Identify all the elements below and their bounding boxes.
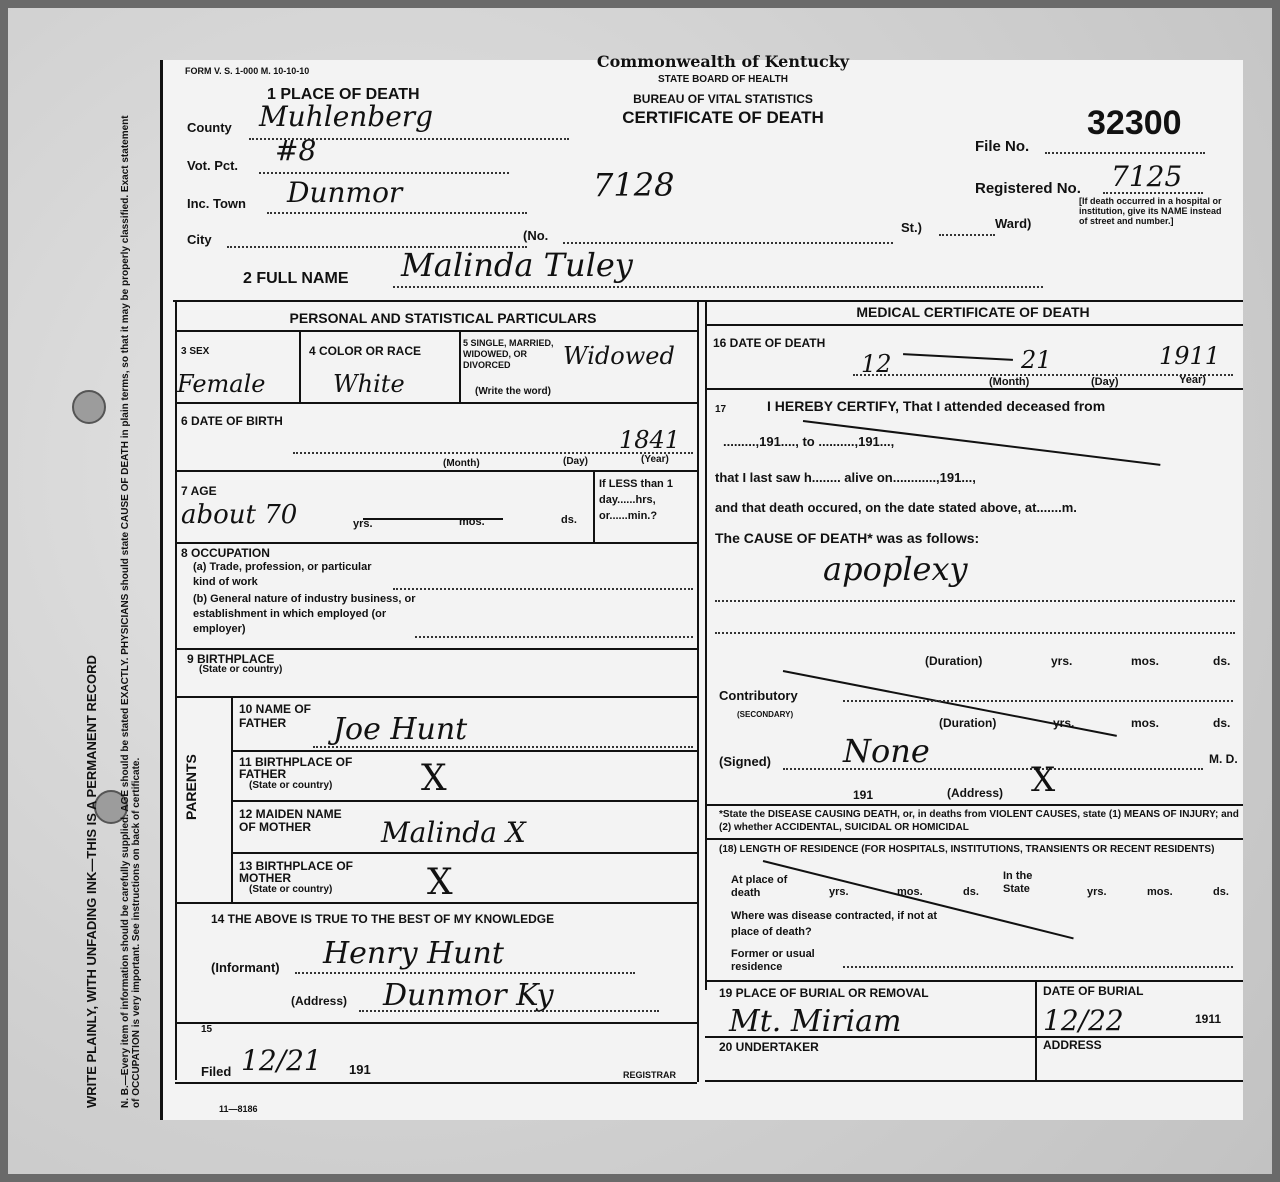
- dod-day: 21: [1021, 346, 1052, 374]
- duration-label-1: (Duration): [925, 654, 983, 668]
- filed-number: 15: [201, 1024, 213, 1035]
- duration-label-2: (Duration): [939, 716, 997, 730]
- cause-value: apoplexy: [823, 550, 968, 588]
- hospital-note: [If death occurred in a hospital or institution, give its NAME instead of street and number.]: [1079, 196, 1222, 226]
- residence-yrs-2: yrs.: [1087, 886, 1107, 898]
- burial-year: 1911: [1195, 1012, 1222, 1026]
- side-text-line-2: N. B.—Every item of information should be carefully supplied. AGE should be stated EXACTLY. PHYSICIANS should state CAUSE OF DEATH in plain terms, so that it may be properly classified. Exact statement of OCCUPATION is very important. See instructions on back of certificate.: [120, 115, 142, 1108]
- dob-label: 6 DATE OF BIRTH: [181, 414, 283, 428]
- age-ds: ds.: [561, 514, 577, 526]
- dob-year-label: (Year): [641, 454, 669, 465]
- mother-bp-note: (State or country): [249, 884, 333, 895]
- dod-month-label: (Month): [989, 376, 1030, 388]
- informant-address-label: (Address): [291, 994, 348, 1008]
- town-label: Inc. Town: [187, 196, 246, 211]
- stamp-number: 7128: [593, 166, 675, 204]
- certify-text: I HEREBY CERTIFY, That I attended deceased from: [767, 398, 1106, 414]
- ward-label: Ward): [995, 216, 1032, 231]
- age-value: about 70: [181, 500, 298, 530]
- occupation-b: (b) General nature of industry business, or establishment in which employed (or employer): [193, 593, 416, 635]
- mother-value: Malinda X: [381, 816, 526, 849]
- place-of-death-label: 1 PLACE OF DEATH: [267, 86, 420, 103]
- father-bp-value: X: [421, 758, 447, 799]
- yrs-1: yrs.: [1051, 654, 1073, 668]
- filed-year: 191: [349, 1062, 371, 1077]
- parents-label: PARENTS: [183, 754, 199, 820]
- registered-label: Registered No.: [975, 180, 1081, 197]
- md-label: M. D.: [1209, 752, 1238, 766]
- residence-mos-2: mos.: [1147, 886, 1173, 898]
- age-mos: mos.: [459, 516, 485, 528]
- mos-2: mos.: [1131, 716, 1160, 730]
- mos-1: mos.: [1131, 654, 1160, 668]
- sex-value: Female: [177, 370, 266, 398]
- cert-address-value: X: [1031, 760, 1056, 800]
- residence-ds-1: ds.: [963, 886, 979, 898]
- informant-address-value: Dunmor Ky: [383, 978, 554, 1013]
- informant-value: Henry Hunt: [323, 936, 504, 971]
- residence-label: (18) LENGTH OF RESIDENCE (FOR HOSPITALS, INSTITUTIONS, TRANSIENTS OR RECENT RESIDENTS): [719, 844, 1215, 855]
- place-death-label: At place of death: [731, 874, 788, 899]
- ds-2: ds.: [1213, 716, 1231, 730]
- file-no-value: 32300: [1087, 104, 1182, 142]
- burial-label: 19 PLACE OF BURIAL OR REMOVAL: [719, 986, 929, 1000]
- marital-note: (Write the word): [475, 386, 551, 397]
- death-occurred-line: and that death occured, on the date stated above, at.......m.: [715, 500, 1077, 515]
- yrs-2: yrs.: [1053, 716, 1075, 730]
- filed-label: Filed: [201, 1064, 232, 1079]
- birthplace-note: (State or country): [199, 664, 283, 675]
- cert-address-label: (Address): [947, 786, 1004, 800]
- attended-from-line: .........,191...., to ..........,191...,: [723, 434, 895, 449]
- cause-footnote: *State the DISEASE CAUSING DEATH, or, in deaths from VIOLENT CAUSES, state (1) MEANS OF INJURY; and (2) whether ACCIDENTAL, SUICIDAL OR HOMICIDAL: [719, 809, 1239, 833]
- death-certificate-form: [160, 52, 1243, 1120]
- vot-value: #8: [275, 134, 317, 167]
- mother-bp-value: X: [427, 862, 453, 903]
- dod-day-label: (Day): [1091, 376, 1119, 388]
- father-value: Joe Hunt: [333, 712, 468, 747]
- informant-label: (Informant): [211, 960, 280, 975]
- sex-label: 3 SEX: [181, 346, 210, 357]
- signed-value: None: [843, 732, 930, 770]
- contributory-label: Contributory: [719, 688, 798, 703]
- town-value: Dunmor: [287, 176, 403, 209]
- less-than-day: If LESS than 1 day......hrs, or......min.?: [599, 478, 673, 522]
- father-label: 10 NAME OF FATHER: [239, 702, 312, 730]
- registered-value: 7125: [1111, 160, 1183, 193]
- st-label: St.): [901, 220, 922, 235]
- binder-hole-top: [72, 390, 106, 424]
- marital-label: 5 SINGLE, MARRIED, WIDOWED, OR DIVORCED: [463, 338, 554, 370]
- dod-label: 16 DATE OF DEATH: [713, 336, 826, 350]
- age-label: 7 AGE: [181, 484, 217, 498]
- true-statement: 14 THE ABOVE IS TRUE TO THE BEST OF MY KNOWLEDGE: [211, 912, 555, 926]
- cause-label: The CAUSE OF DEATH* was as follows:: [715, 530, 980, 546]
- personal-header: PERSONAL AND STATISTICAL PARTICULARS: [289, 310, 597, 326]
- in-state-label: In the State: [1003, 870, 1033, 895]
- vot-label: Vot. Pct.: [187, 158, 239, 173]
- mother-bp-label: 13 BIRTHPLACE OF MOTHER: [239, 859, 354, 885]
- city-label: City: [187, 232, 212, 247]
- former-residence-label: Former or usual residence: [731, 948, 815, 973]
- certificate-title: CERTIFICATE OF DEATH: [622, 108, 824, 127]
- cert-year: 191: [853, 788, 874, 802]
- bottom-code: 11—8186: [219, 1104, 258, 1114]
- file-no-label: File No.: [975, 138, 1030, 155]
- occupation-label: 8 OCCUPATION: [181, 546, 270, 560]
- last-saw-line: that I last saw h........ alive on............,191...,: [715, 470, 976, 485]
- age-yrs: yrs.: [353, 518, 373, 530]
- filed-value: 12/21: [241, 1044, 322, 1077]
- side-text-line-1: WRITE PLAINLY, WITH UNFADING INK—THIS IS A PERMANENT RECORD: [84, 655, 99, 1108]
- bureau-title: BUREAU OF VITAL STATISTICS: [633, 92, 813, 106]
- secondary-label: (SECONDARY): [737, 710, 794, 719]
- no-label: (No.: [523, 228, 549, 243]
- color-label: 4 COLOR OR RACE: [309, 344, 422, 358]
- color-value: White: [333, 370, 405, 398]
- residence-mos-1: mos.: [897, 886, 923, 898]
- full-name-value: Malinda Tuley: [401, 246, 633, 284]
- undertaker-label: 20 UNDERTAKER: [719, 1040, 819, 1054]
- marital-value: Widowed: [563, 342, 675, 370]
- county-value: Muhlenberg: [259, 100, 434, 133]
- board-title: STATE BOARD OF HEALTH: [658, 74, 788, 85]
- commonwealth-title: Commonwealth of Kentucky: [596, 52, 850, 71]
- full-name-label: 2 FULL NAME: [243, 270, 349, 287]
- contracted-label: Where was disease contracted, if not at place of death?: [731, 910, 938, 938]
- burial-date-label: DATE OF BURIAL: [1043, 984, 1144, 998]
- registrar-label: REGISTRAR: [623, 1070, 677, 1080]
- occupation-a: (a) Trade, profession, or particular kind of work: [193, 561, 372, 588]
- ds-1: ds.: [1213, 654, 1231, 668]
- residence-yrs-1: yrs.: [829, 886, 849, 898]
- father-bp-note: (State or country): [249, 780, 333, 791]
- certify-number: 17: [715, 404, 727, 415]
- dob-year: 1841: [619, 426, 681, 454]
- mother-label: 12 MAIDEN NAME OF MOTHER: [239, 807, 342, 834]
- father-bp-label: 11 BIRTHPLACE OF FATHER: [239, 755, 353, 781]
- birthplace-label: 9 BIRTHPLACE: [187, 652, 275, 666]
- medical-header: MEDICAL CERTIFICATE OF DEATH: [856, 304, 1090, 320]
- dod-month: 12: [861, 350, 892, 378]
- county-label: County: [187, 120, 232, 135]
- signed-label: (Signed): [719, 754, 771, 769]
- dob-month-label: (Month): [443, 458, 480, 469]
- dod-year-label: Year): [1179, 374, 1206, 386]
- burial-date-value: 12/22: [1043, 1004, 1124, 1037]
- burial-value: Mt. Miriam: [729, 1004, 902, 1039]
- undertaker-address-label: ADDRESS: [1043, 1038, 1102, 1052]
- residence-ds-2: ds.: [1213, 886, 1229, 898]
- form-number: FORM V. S. 1-000 M. 10-10-10: [185, 66, 310, 76]
- dod-year: 1911: [1159, 342, 1221, 370]
- dob-day-label: (Day): [563, 456, 589, 467]
